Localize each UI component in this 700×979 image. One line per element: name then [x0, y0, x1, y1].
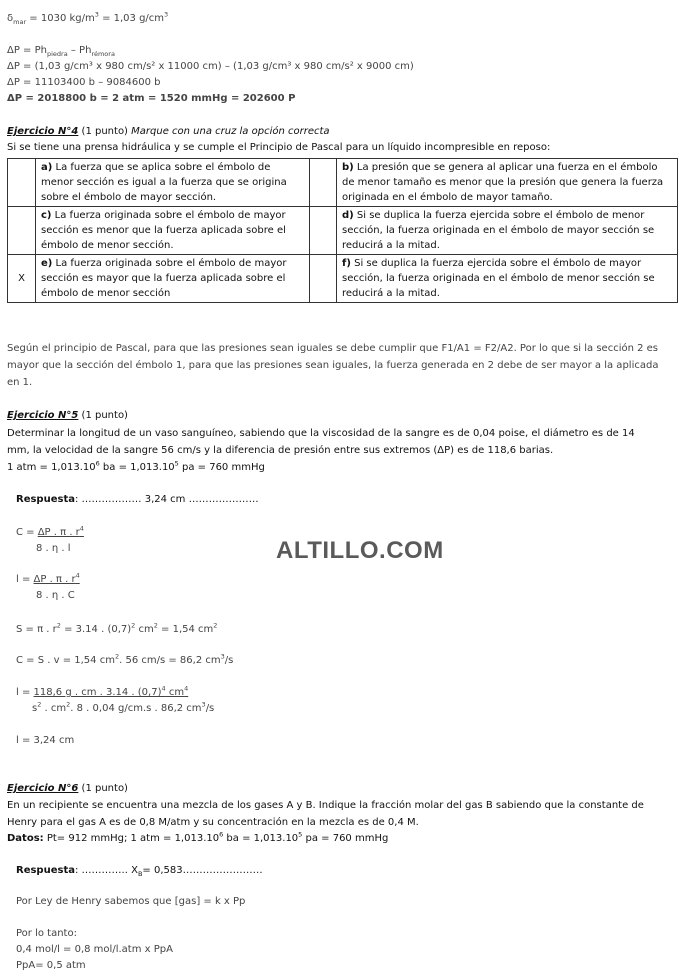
ex6-calc-2: PpA= 0,5 atm — [16, 960, 86, 971]
option-b-text: La presión que se genera al aplicar una fuerza en el émbolo de menor tamaño es menor que la presión que genera la fuerza originada en el émbolo de mayor tamaño. — [342, 162, 664, 203]
ex6-henry-law: Por Ley de Henry sabemos que [gas] = k x Pp — [16, 896, 246, 907]
ex5-answer-label: Respuesta — [16, 494, 75, 505]
option-f — [337, 255, 678, 303]
option-f-text: Si se duplica la fuerza ejercida sobre el émbolo de mayor sección, la fuerza originada en el émbolo de menor sección se reducirá a la mitad. — [342, 258, 655, 299]
ex5-title: Ejercicio N°5 — [7, 410, 79, 421]
formula-2-numerator: l = ΔP . π . $r^4$ — [16, 571, 80, 585]
ex5-answer-dots-2: ………………… — [185, 494, 259, 505]
option-e — [36, 255, 310, 303]
formula-1-numerator: C = ΔP . π . $r^4$ — [16, 524, 84, 538]
ex4-instruction: Marque con una cruz la opción correcta — [131, 126, 330, 137]
option-a-checkbox[interactable] — [8, 159, 36, 207]
formula-3: S = π . $r^2 = 3.14$ . $(0,7)^2$ $cm^2 = 1,54$ $cm^2$ — [16, 621, 218, 635]
option-e-checkbox[interactable]: X — [8, 255, 36, 303]
density-line: $\delta_{mar} = 1030$ $kg/m^3 = 1,03$ $g/cm^3$ — [7, 10, 169, 26]
ex5-heading — [7, 408, 128, 423]
ex6-statement-line-2: Henry para el gas A es de 0,8 M/atm y su concentración en la mezcla es de 0,4 M. — [7, 817, 419, 828]
delta-p-line-2: ΔP = (1,03 g/cm³ x 980 cm/s² x 11000 cm) – (1,03 g/cm³ x 980 cm/s² x 9000 cm) — [7, 61, 414, 72]
ex5-statement-line-2: mm, la velocidad de la sangre 56 cm/s y la diferencia de presión entre sus extremos (ΔP) es de 118,6 barias. — [7, 445, 554, 456]
formula-5-denominator: $s^2$ . $cm^2$. 8 . 0,04 g/cm.s . 86,2 $cm^3/s$ — [32, 700, 215, 714]
delta-p-line-1: $\Delta P = Ph_{piedra} - Ph_{rémora}$ — [7, 45, 115, 58]
delta-p-result: ΔP = 2018800 b = 2 atm = 1520 mmHg = 202600 P — [7, 93, 296, 104]
ex5-statement-line-1: Determinar la longitud de un vaso sanguíneo, sabiendo que la viscosidad de la sangre es de 0,04 poise, el diámetro es de 14 — [7, 428, 635, 439]
ex6-answer-value: $X_B= 0,583$ — [131, 865, 183, 878]
ex6-datos-label: Datos: — [7, 833, 44, 844]
ex6-heading — [7, 781, 128, 796]
delta-p-line-3: ΔP = 11103400 b – 9084600 b — [7, 77, 161, 88]
ex5-points: (1 punto) — [78, 410, 128, 421]
formula-6: l = 3,24 cm — [16, 735, 75, 746]
option-f-letter: f) — [342, 258, 351, 269]
ex5-answer — [16, 492, 259, 507]
ex4-explanation-line-3: en 1. — [7, 377, 33, 388]
ex5-answer-dots-1: : ……………… — [74, 494, 145, 505]
option-a-letter: a) — [41, 162, 53, 173]
watermark-logo: ALTILLO.COM — [276, 537, 444, 564]
option-a — [36, 159, 310, 207]
options-row — [8, 207, 678, 255]
ex6-datos: Datos: Pt= 912 mmHg; 1 atm = $1,013.10^6$ ba = $1,013.10^5$ pa = 760 mmHg — [7, 830, 389, 844]
option-d — [337, 207, 678, 255]
ex4-explanation-line-1: Según el principio de Pascal, para que las presiones sean iguales se debe cumplir que F1/A1 = F2/A2. Por lo que si la sección 2 es — [7, 343, 659, 354]
ex6-answer-dots-2: …………………… — [182, 865, 263, 876]
option-c-text: La fuerza originada sobre el émbolo de mayor sección es menor que la fuerza aplicada sobre el émbolo de menor sección. — [41, 210, 286, 251]
option-a-text: La fuerza que se aplica sobre el émbolo de menor sección es igual a la fuerza que se origina sobre el émbolo de mayor sección. — [41, 162, 287, 203]
ex4-intro: Si se tiene una prensa hidráulica y se cumple el Principio de Pascal para un líquido incompresible en reposo: — [7, 142, 551, 153]
option-c-letter: c) — [41, 210, 52, 221]
ex6-calc-1: 0,4 mol/l = 0,8 mol/l.atm x PpA — [16, 944, 173, 955]
ex6-points: (1 punto) — [78, 783, 128, 794]
ex4-heading — [7, 124, 330, 139]
option-f-checkbox[interactable] — [310, 255, 337, 303]
ex6-answer-dots-1: : ………….. — [74, 865, 132, 876]
option-e-letter: e) — [41, 258, 53, 269]
ex5-answer-value: 3,24 cm — [144, 494, 186, 505]
option-c — [36, 207, 310, 255]
option-d-text: Si se duplica la fuerza ejercida sobre el émbolo de menor sección, la fuerza originada en el émbolo de mayor sección se reducirá a la mitad. — [342, 210, 655, 251]
options-table — [7, 158, 678, 303]
option-b — [337, 159, 678, 207]
option-b-checkbox[interactable] — [310, 159, 337, 207]
formula-4: C = S . v = 1,54 $cm^2$. 56 cm/s = 86,2 $cm^3/s$ — [16, 652, 234, 666]
option-c-checkbox[interactable] — [8, 207, 36, 255]
ex6-answer — [16, 863, 263, 878]
option-d-letter: d) — [342, 210, 354, 221]
ex4-points: (1 punto) — [78, 126, 132, 137]
ex4-explanation-line-2: mayor que la sección del émbolo 1, para que las presiones sean iguales, la fuerza generada en 2 debe de ser mayor a la aplicada — [7, 360, 659, 371]
formula-5-numerator: l = 118,6 g . cm . 3.14 . $(0,7)^4$ $cm^4$ — [16, 684, 189, 698]
ex5-conversion: 1 atm = $1,013.10^6$ ba = $1,013.10^5$ pa = 760 mmHg — [7, 459, 265, 473]
formula-2-denominator: 8 . η . C — [36, 590, 75, 601]
ex6-por-lo-tanto: Por lo tanto: — [16, 928, 77, 939]
options-row — [8, 255, 678, 303]
options-row — [8, 159, 678, 207]
option-d-checkbox[interactable] — [310, 207, 337, 255]
formula-1-denominator: 8 . η . l — [36, 543, 71, 554]
ex4-title: Ejercicio N°4 — [7, 126, 79, 137]
ex6-answer-label: Respuesta — [16, 865, 75, 876]
ex6-title: Ejercicio N°6 — [7, 783, 79, 794]
ex6-statement-line-1: En un recipiente se encuentra una mezcla de los gases A y B. Indique la fracción molar del gas B sabiendo que la constante de — [7, 800, 644, 811]
option-e-text: La fuerza originada sobre el émbolo de mayor sección es mayor que la fuerza aplicada sobre el émbolo de menor sección — [41, 258, 287, 299]
option-b-letter: b) — [342, 162, 354, 173]
